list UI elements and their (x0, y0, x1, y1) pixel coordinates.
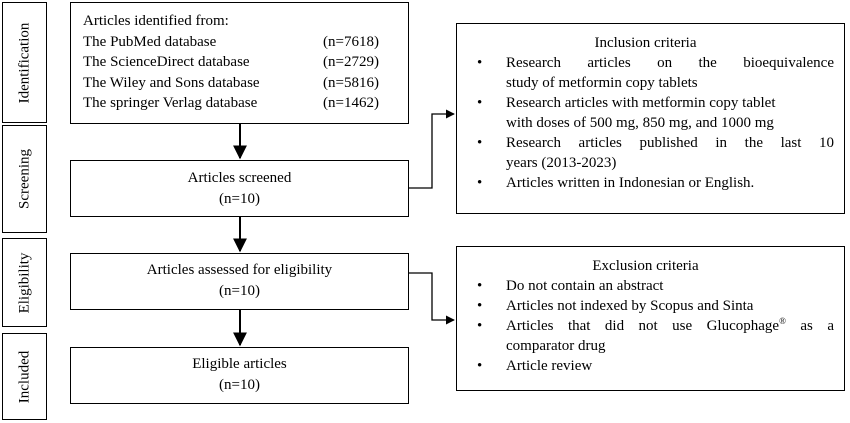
source-name: The PubMed database (83, 33, 217, 50)
registered-mark: ® (779, 316, 786, 326)
stage-label-eligibility: Eligibility (16, 252, 32, 313)
identification-heading: Articles identified from: (83, 13, 229, 29)
arrow-screened-to-inclusion (409, 114, 454, 188)
source-count: (n=7618) (323, 33, 379, 50)
stage-label-screening: Screening (16, 149, 32, 209)
eligible-label: Eligible articles (192, 356, 287, 372)
source-name: The ScienceDirect database (83, 54, 250, 70)
source-count: (n=1462) (323, 95, 379, 111)
source-count: (n=2729) (323, 54, 379, 70)
list-item: • Research articles with metformin copy tablet with doses of 500 mg, 850 mg, and 1000 mg (457, 93, 834, 133)
stage-label-included: Included (16, 350, 32, 403)
list-item: • Articles not indexed by Scopus and Sinta (457, 296, 834, 316)
list-item: • Research articles published in the last 10 years (2013-2023) (457, 133, 834, 173)
exclusion-title: Exclusion criteria (592, 258, 699, 274)
list-item: • Articles written in Indonesian or English. (457, 173, 834, 193)
screened-count: (n=10) (219, 190, 260, 207)
source-name: The Wiley and Sons database (83, 74, 260, 91)
source-name: The springer Verlag database (83, 95, 258, 111)
assessed-count: (n=10) (219, 282, 260, 299)
arrow-assessed-to-exclusion (409, 273, 454, 320)
list-item: • Do not contain an abstract (457, 276, 834, 296)
screened-label: Articles screened (187, 170, 292, 186)
assessed-label: Articles assessed for eligibility (146, 262, 333, 278)
source-count: (n=5816) (323, 74, 379, 91)
inclusion-title: Inclusion criteria (594, 35, 697, 51)
list-item: • Article review (457, 356, 834, 376)
list-item: • Articles that did not use Glucophage® as a comparator drug (457, 316, 834, 356)
stage-label-identification: Identification (16, 22, 32, 103)
eligible-count: (n=10) (219, 376, 260, 393)
list-item: • Research articles on the bioequivalence study of metformin copy tablets (457, 53, 834, 93)
